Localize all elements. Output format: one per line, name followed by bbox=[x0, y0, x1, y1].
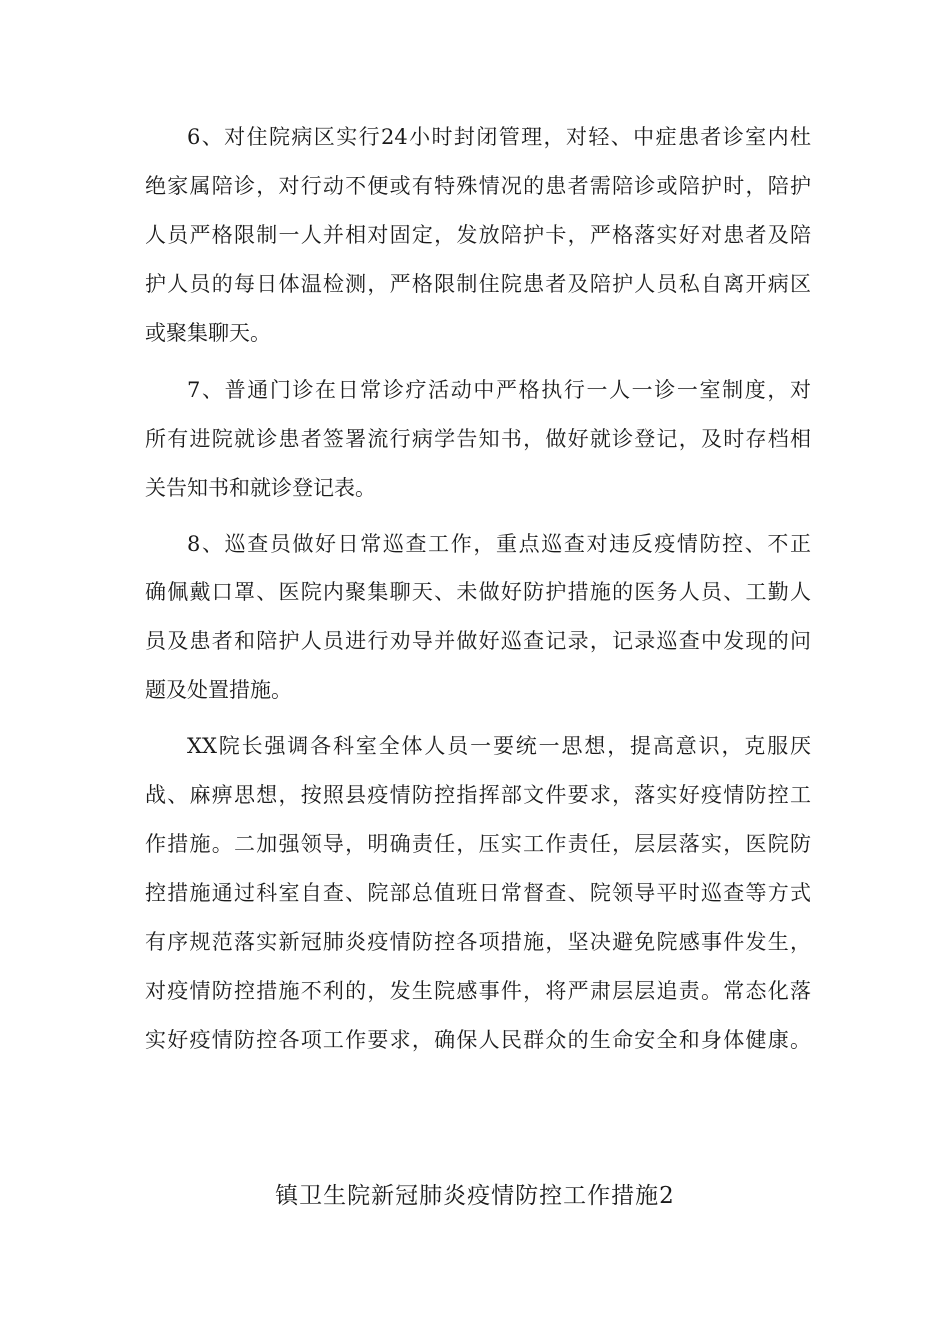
paragraph-1-line-5: 或聚集聊天。 bbox=[145, 321, 271, 345]
paragraph-4-line-7: 实好疫情防控各项工作要求，确保人民群众的生命安全和身体健康。 bbox=[145, 1028, 811, 1052]
paragraph-4-line-3: 作措施。二加强领导，明确责任，压实工作责任，层层落实，医院防 bbox=[145, 832, 811, 856]
paragraph-1-line-2: 绝家属陪诊，对行动不便或有特殊情况的患者需陪诊或陪护时，陪护 bbox=[145, 174, 811, 198]
section-heading: 镇卫生院新冠肺炎疫情防控工作措施2 bbox=[275, 1183, 675, 1209]
paragraph-1-line-1: 6、对住院病区实行24小时封闭管理，对轻、中症患者诊室内杜 bbox=[187, 125, 811, 149]
paragraph-2-line-3: 关告知书和就诊登记表。 bbox=[145, 476, 376, 500]
paragraph-4-line-2: 战、麻痹思想，按照县疫情防控指挥部文件要求，落实好疫情防控工 bbox=[145, 783, 811, 807]
paragraph-4-line-4: 控措施通过科室自查、院部总值班日常督查、院领导平时巡查等方式 bbox=[145, 881, 811, 905]
paragraph-3-line-3: 员及患者和陪护人员进行劝导并做好巡查记录，记录巡查中发现的问 bbox=[145, 629, 811, 653]
paragraph-3-line-2: 确佩戴口罩、医院内聚集聊天、未做好防护措施的医务人员、工勤人 bbox=[145, 580, 811, 604]
paragraph-2-line-2: 所有进院就诊患者签署流行病学告知书，做好就诊登记，及时存档相 bbox=[145, 427, 811, 451]
paragraph-1-line-3: 人员严格限制一人并相对固定，发放陪护卡，严格落实好对患者及陪 bbox=[145, 223, 811, 247]
paragraph-4-line-5: 有序规范落实新冠肺炎疫情防控各项措施，坚决避免院感事件发生， bbox=[145, 930, 811, 954]
paragraph-3-line-1: 8、巡查员做好日常巡查工作，重点巡查对违反疫情防控、不正 bbox=[187, 532, 811, 556]
paragraph-4-line-6: 对疫情防控措施不利的，发生院感事件，将严肃层层追责。常态化落 bbox=[145, 979, 811, 1003]
paragraph-4-line-1: XX院长强调各科室全体人员一要统一思想，提高意识，克服厌 bbox=[187, 734, 811, 758]
paragraph-2-line-1: 7、普通门诊在日常诊疗活动中严格执行一人一诊一室制度，对 bbox=[187, 378, 811, 402]
paragraph-1-line-4: 护人员的每日体温检测，严格限制住院患者及陪护人员私自离开病区 bbox=[145, 272, 811, 296]
paragraph-3-line-4: 题及处置措施。 bbox=[145, 678, 292, 702]
